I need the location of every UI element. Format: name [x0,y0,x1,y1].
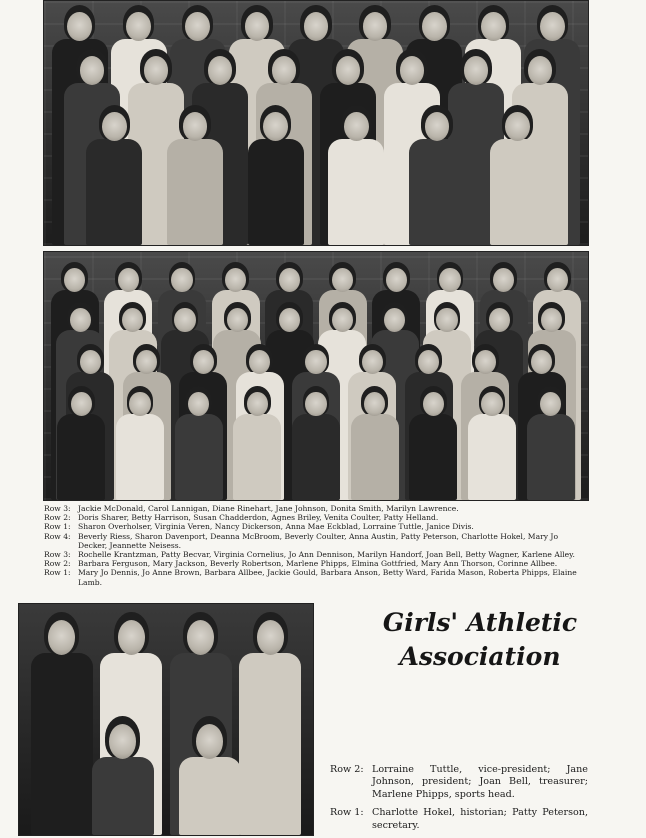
person-figure [57,386,105,500]
caption-line: Row 3: Jackie McDonald, Carol Lannigan, Diane Rinehart, Jane Johnson, Donita Smith, Marilyn Lawrence. [44,504,459,513]
person-figure [328,105,384,245]
title-line-2: Association [399,642,561,671]
officers-line: Row 2: Lorraine Tuttle, vice-president; Jane Johnson, president; Joan Bell, treasurer; Marlene Phipps, sports head. [330,764,588,800]
middle-group-photo [43,251,589,501]
person-figure [116,386,164,500]
caption-line: Row 2: Barbara Ferguson, Mary Jackson, Beverly Robertson, Marlene Phipps, Elmina Gottfried, Mary Ann Thorson, Corinne Allbee. [44,559,558,569]
photo-caption [44,504,588,587]
person-figure [468,386,516,500]
person-figure [31,612,93,835]
person-figure [86,105,142,245]
person-figure [527,386,575,500]
caption-line: Row 2: Doris Sharer, Betty Harrison, Susan Chadderdon, Agnes Briley, Venita Coulter, Patty Helland. [44,513,439,523]
caption-line: Row 3: Rochelle Krantzman, Patty Becvar, Virginia Cornelius, Jo Ann Dennison, Marilyn Handorf, Joan Bell, Betty Wagner, Karlene Alley. [44,550,575,560]
top-group-photo [43,0,589,246]
caption-line: Row 1: Sharon Overholser, Virginia Veren, Nancy Dickerson, Anna Mae Eckblad, Lorraine Tuttle, Janice Divis. [44,522,474,532]
caption-line: Row 1: Mary Jo Dennis, Jo Anne Brown, Barbara Allbee, Jackie Gould, Barbara Anson, Betty Ward, Farida Mason, Roberta Phipps, Elaine Lamb. [44,568,577,587]
person-figure [409,386,457,500]
person-figure [351,386,399,500]
officers-photo [18,603,314,836]
person-figure [179,716,241,835]
person-figure [167,105,223,245]
person-figure [292,386,340,500]
person-figure [239,612,301,835]
person-figure [248,105,304,245]
caption-line: Row 4: Beverly Riess, Sharon Davenport, Deanna McBroom, Beverly Coulter, Anna Austin, Patty Peterson, Charlotte Hokel, Mary Jo Decker, Jeannette Neisess. [44,531,559,550]
officers-line: Row 1: Charlotte Hokel, historian; Patty Peterson, secretary. [330,807,588,831]
person-figure [175,386,223,500]
person-figure [409,105,465,245]
title-line-1: Girls' Athletic [382,608,578,637]
officers-caption [330,764,588,838]
person-figure [233,386,281,500]
person-figure [490,105,546,245]
page-title [380,606,580,674]
person-figure [92,716,154,835]
